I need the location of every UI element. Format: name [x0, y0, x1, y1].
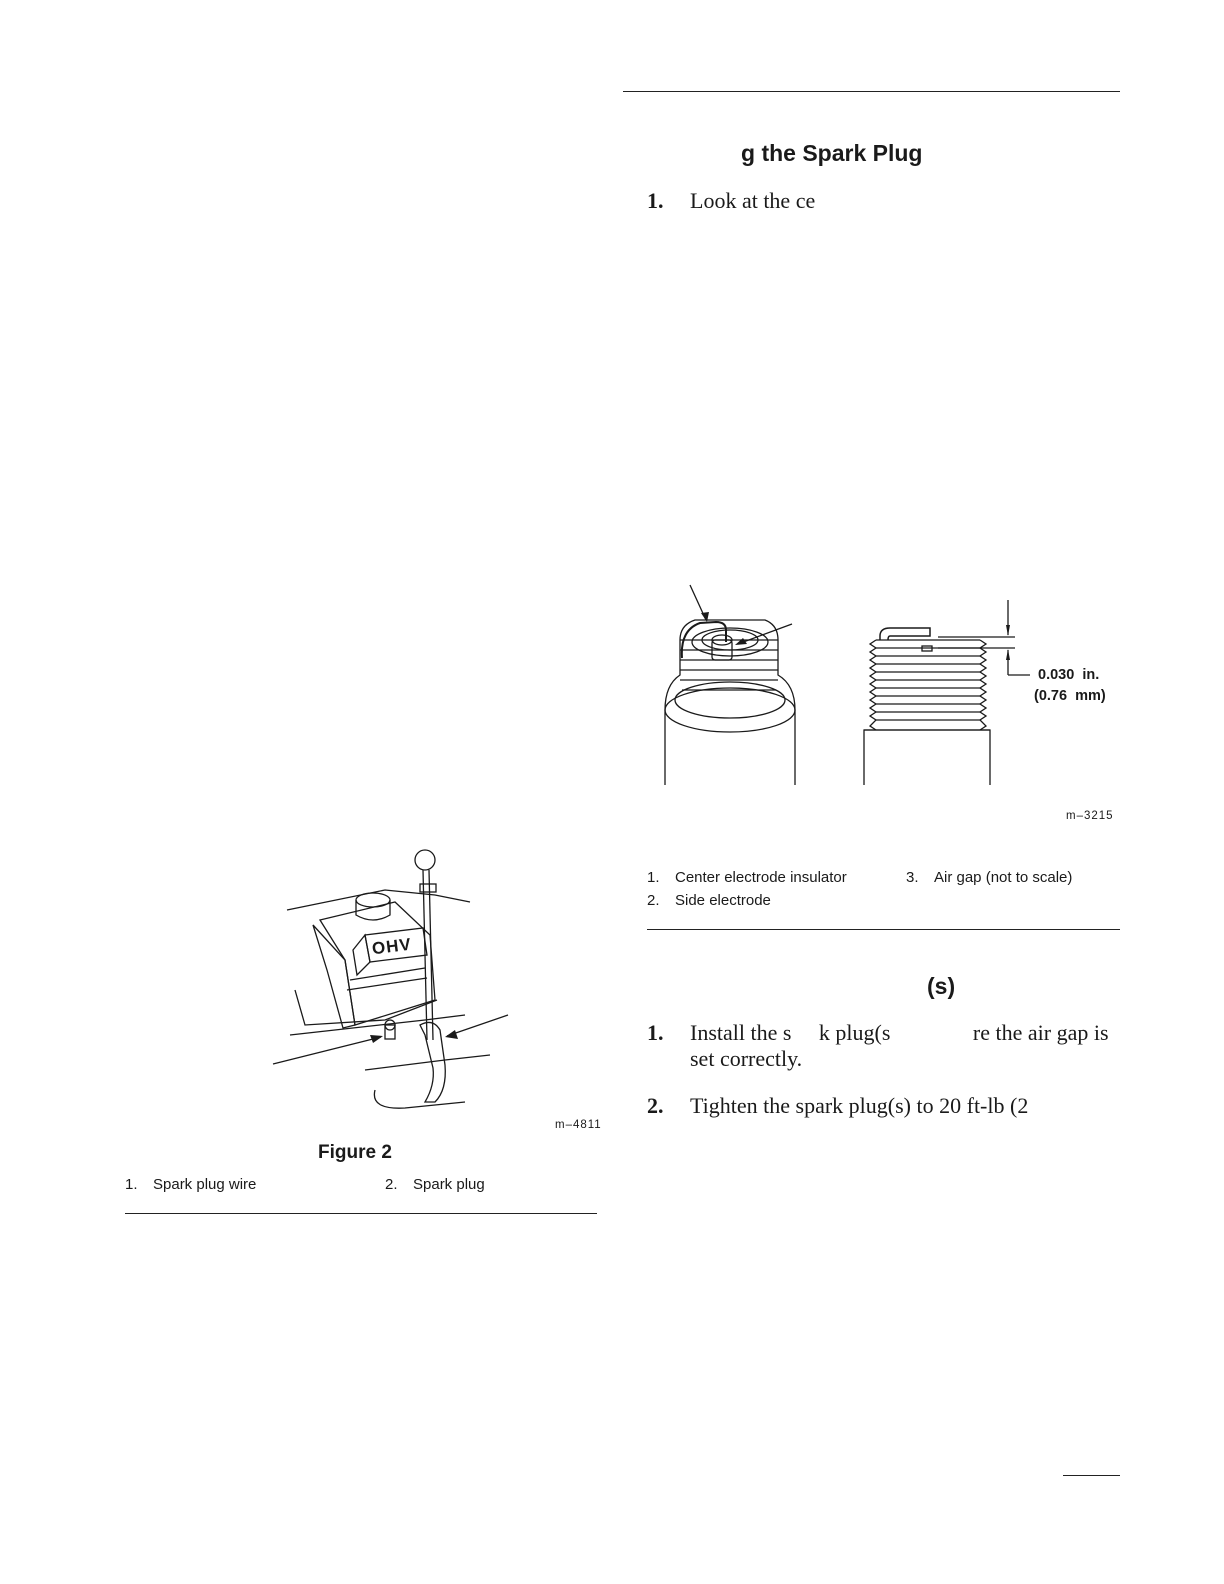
figure-code: m–4811 — [555, 1119, 602, 1131]
figure-title: Figure 2 — [318, 1142, 392, 1163]
legend-number: 1. — [125, 1176, 138, 1193]
legend-label: Side electrode — [675, 892, 771, 909]
figure-code: m–3215 — [1066, 810, 1114, 822]
section-heading-installing: (s) — [927, 973, 956, 999]
engine-spark-plug-illustration — [265, 840, 515, 1120]
legend-number: 1. — [647, 869, 660, 886]
step-text: Install the s k plug(s re the air gap is — [690, 1020, 1109, 1045]
legend-label: Air gap (not to scale) — [934, 869, 1073, 886]
gap-measurement-mm: (0.76 mm) — [1034, 688, 1106, 704]
step-number: 1. — [647, 188, 664, 213]
footer-rule — [1063, 1475, 1120, 1476]
legend-number: 2. — [385, 1176, 398, 1193]
step-text: Look at the ce — [690, 188, 816, 213]
engine-label-ohv: OHV — [370, 934, 413, 959]
legend-label: Spark plug wire — [153, 1176, 257, 1193]
step-number: 2. — [647, 1093, 664, 1118]
top-rule — [623, 91, 1120, 92]
step-number: 1. — [647, 1020, 664, 1045]
legend-label: Center electrode insulator — [675, 869, 847, 886]
legend-number: 2. — [647, 892, 660, 909]
section-heading-checking: g the Spark Plug — [741, 140, 923, 166]
step-text: Tighten the spark plug(s) to 20 ft-lb (2 — [690, 1093, 1029, 1118]
gap-measurement-inches: 0.030 in. — [1038, 667, 1100, 683]
figure2-bottom-rule — [125, 1213, 597, 1214]
step-text-continued: set correctly. — [690, 1046, 803, 1071]
legend-number: 3. — [906, 869, 919, 886]
figure3-bottom-rule — [647, 929, 1120, 930]
legend-label: Spark plug — [413, 1176, 485, 1193]
